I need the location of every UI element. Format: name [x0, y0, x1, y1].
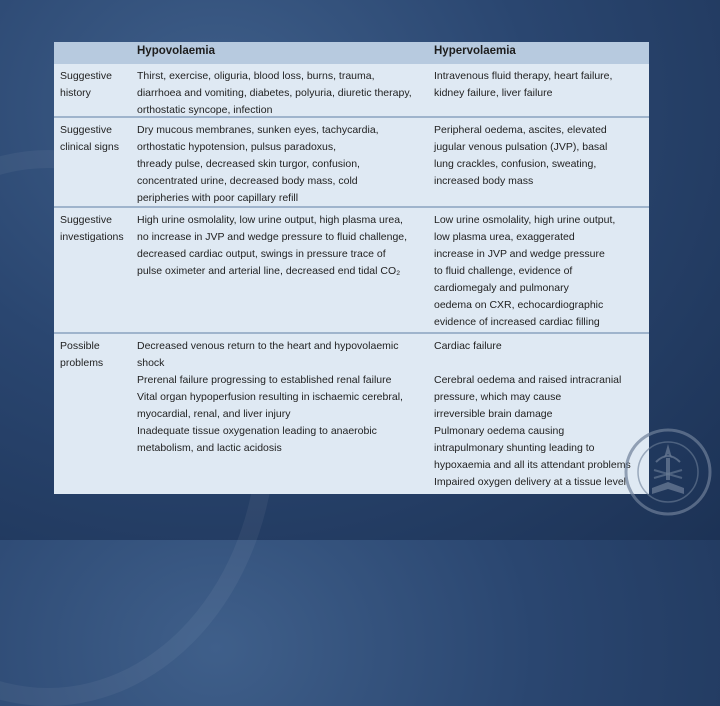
hypovolaemia-cell: Thirst, exercise, oliguria, blood loss, burns, trauma, diarrhoea and vomiting, diabetes, polyuria, diuretic therapy, orthostatic syncope, infection — [137, 70, 412, 116]
row-label: Suggestive history — [60, 70, 112, 99]
hypovolaemia-cell: Decreased venous return to the heart and hypovolaemic shock Prerenal failure progressing to established renal failure Vital organ hypoperfusion resulting in ischaemic cerebral, myocardial, renal, and liver injury Inadequate tissue oxygenation leading to anaerobic metabolism, and lactic acidosis — [137, 340, 403, 454]
table-row — [54, 64, 649, 116]
row-label: Suggestive investigations — [60, 214, 124, 243]
university-seal-icon — [622, 418, 714, 526]
row-label: Possible problems — [60, 340, 104, 369]
hypervolaemia-cell: Cardiac failure Cerebral oedema and raised intracranial pressure, which may cause irreversible brain damage Pulmonary oedema causing intrapulmonary shunting leading to hypoxaemia and all its attendant problems Impaired oxygen delivery at a tissue level — [434, 340, 631, 488]
table-header — [54, 42, 649, 64]
header-hypovolaemia: Hypovolaemia — [137, 45, 215, 57]
header-hypervolaemia: Hypervolaemia — [434, 45, 516, 57]
hypovolaemia-cell: High urine osmolality, low urine output, high plasma urea, no increase in JVP and wedge pressure to fluid challenge, decreased cardiac output, swings in pressure trace of pulse oximeter and arterial line, decreased end tidal CO₂ — [137, 214, 408, 277]
hypervolaemia-cell: Intravenous fluid therapy, heart failure, kidney failure, liver failure — [434, 70, 613, 99]
fluid-status-table — [54, 42, 649, 494]
hypovolaemia-cell: Dry mucous membranes, sunken eyes, tachycardia, orthostatic hypotension, pulsus paradoxus, thready pulse, decreased skin turgor, confusion, concentrated urine, decreased body mass, cold peripheries with poor capillary refill — [137, 124, 379, 204]
table-row — [54, 118, 649, 206]
table-row — [54, 208, 649, 332]
hypervolaemia-cell: Low urine osmolality, high urine output, low plasma urea, exaggerated increase in JVP and wedge pressure to fluid challenge, evidence of cardiomegaly and pulmonary oedema on CXR, echocardiographic evidence of increased cardiac filling — [434, 214, 616, 328]
hypervolaemia-cell: Peripheral oedema, ascites, elevated jugular venous pulsation (JVP), basal lung crackles, confusion, sweating, increased body mass — [434, 124, 608, 187]
row-label: Suggestive clinical signs — [60, 124, 119, 153]
table-row — [54, 334, 649, 494]
